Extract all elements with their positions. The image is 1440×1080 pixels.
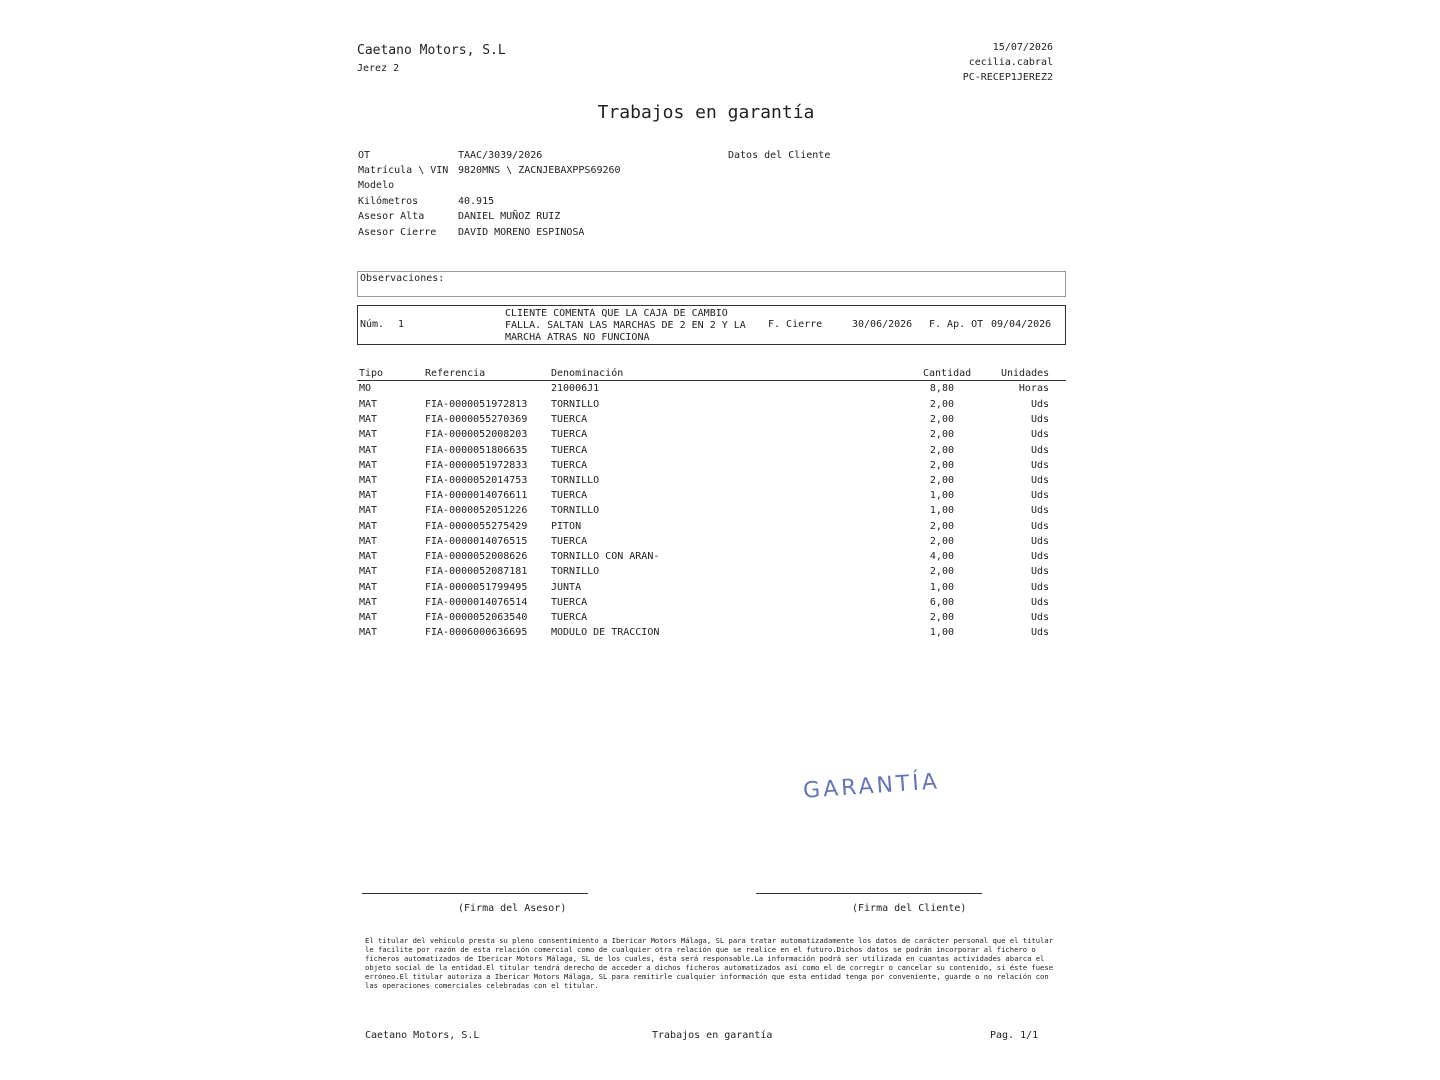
row-cantidad: 2,00: [929, 414, 954, 425]
row-unidades: Uds: [1030, 612, 1049, 623]
row-denominacion: JUNTA: [551, 582, 582, 593]
client-data-label: Datos del Cliente: [728, 150, 831, 161]
document-title: Trabajos en garantía: [597, 102, 815, 123]
row-tipo: MAT: [359, 399, 378, 410]
col-referencia: Referencia: [425, 368, 486, 379]
footer-page: Pag. 1/1: [990, 1030, 1039, 1041]
row-cantidad: 1,00: [929, 627, 954, 638]
row-referencia: FIA-0006000636695: [425, 627, 528, 638]
row-tipo: MAT: [359, 429, 378, 440]
row-denominacion: TORNILLO: [551, 475, 600, 486]
row-unidades: Uds: [1030, 399, 1049, 410]
row-unidades: Uds: [1030, 627, 1049, 638]
row-cantidad: 2,00: [929, 399, 954, 410]
asesor-cierre-label: Asesor Cierre: [358, 227, 437, 238]
row-referencia: FIA-0000051972833: [425, 460, 528, 471]
asesor-alta-value: DANIEL MUÑOZ RUIZ: [458, 211, 561, 222]
row-tipo: MAT: [359, 460, 378, 471]
client-signature-label: (Firma del Cliente): [852, 903, 967, 914]
row-unidades: Uds: [1030, 475, 1049, 486]
row-tipo: MAT: [359, 475, 378, 486]
legal-notice: El titular del vehículo presta su pleno consentimiento a Ibericar Motors Málaga, SL para tratar automatizadamente los datos de carácter personal que el titular le facilite por razón de esta relación comercial como de cualquier otra relación que se realice en el futuro.Dichos datos se podrán incorporar al fichero o ficheros automatizados de Ibericar Motors Málaga, SL de los cuales, ésta será responsable.La información podrá ser utilizada en cuantas actividades abarca el objeto social de la entidad.El titular tendrá derecho de acceder a dichos ficheros automatizados así como el de corregir o cancelar su contenido, si éste fuese erróneo.El titular autoriza a Ibericar Motors Málaga, SL para remitirle cualquier información que esta entidad tenga por conveniente, guarde o no relación con las operaciones comerciales celebradas con el titular.: [365, 936, 1054, 990]
footer-company: Caetano Motors, S.L: [365, 1030, 480, 1041]
branch-name: Jerez 2: [357, 63, 400, 74]
advisor-signature-line: [362, 893, 588, 894]
row-denominacion: TORNILLO: [551, 505, 600, 516]
close-date-label: F. Cierre: [768, 319, 823, 330]
row-referencia: FIA-0000014076514: [425, 597, 528, 608]
open-date-label: F. Ap. OT: [929, 319, 984, 330]
row-cantidad: 1,00: [929, 505, 954, 516]
row-referencia: FIA-0000052008626: [425, 551, 528, 562]
row-unidades: Uds: [1030, 521, 1049, 532]
row-denominacion: TORNILLO CON ARAN-: [551, 551, 660, 562]
row-denominacion: TUERCA: [551, 612, 588, 623]
row-tipo: MO: [359, 383, 372, 394]
observations-box: [357, 271, 1066, 297]
row-tipo: MAT: [359, 521, 378, 532]
modelo-label: Modelo: [358, 180, 395, 191]
row-unidades: Uds: [1030, 429, 1049, 440]
row-denominacion: TUERCA: [551, 445, 588, 456]
repair-box: [357, 305, 1066, 345]
warranty-stamp: GARANTÍA: [802, 769, 941, 804]
row-unidades: Uds: [1030, 460, 1049, 471]
row-denominacion: TORNILLO: [551, 566, 600, 577]
row-cantidad: 2,00: [929, 429, 954, 440]
print-terminal: PC-RECEP1JEREZ2: [962, 72, 1053, 83]
row-tipo: MAT: [359, 612, 378, 623]
matricula-label: Matrícula \ VIN: [358, 165, 449, 176]
km-label: Kilómetros: [358, 196, 419, 207]
col-cantidad: Cantidad: [923, 368, 972, 379]
row-unidades: Horas: [1018, 383, 1049, 394]
row-unidades: Uds: [1030, 551, 1049, 562]
row-denominacion: TUERCA: [551, 490, 588, 501]
col-denominacion: Denominación: [551, 368, 624, 379]
repair-num-value: 1: [398, 319, 405, 330]
row-denominacion: TUERCA: [551, 536, 588, 547]
row-cantidad: 4,00: [929, 551, 954, 562]
row-referencia: FIA-0000055275429: [425, 521, 528, 532]
ot-label: OT: [358, 150, 371, 161]
row-denominacion: MODULO DE TRACCION: [551, 627, 660, 638]
row-referencia: FIA-0000052051226: [425, 505, 528, 516]
row-referencia: FIA-0000051972813: [425, 399, 528, 410]
row-cantidad: 2,00: [929, 445, 954, 456]
table-header-rule: [357, 380, 1066, 381]
row-denominacion: TUERCA: [551, 414, 588, 425]
row-tipo: MAT: [359, 597, 378, 608]
row-referencia: FIA-0000052063540: [425, 612, 528, 623]
row-cantidad: 2,00: [929, 460, 954, 471]
row-unidades: Uds: [1030, 490, 1049, 501]
client-signature-line: [756, 893, 982, 894]
col-unidades: Unidades: [1001, 368, 1050, 379]
row-cantidad: 8,80: [929, 383, 954, 394]
row-referencia: FIA-0000051799495: [425, 582, 528, 593]
row-referencia: FIA-0000014076515: [425, 536, 528, 547]
print-date: 15/07/2026: [992, 42, 1053, 53]
row-referencia: FIA-0000052008203: [425, 429, 528, 440]
row-denominacion: PITON: [551, 521, 582, 532]
row-tipo: MAT: [359, 566, 378, 577]
observations-label: Observaciones:: [360, 273, 445, 284]
row-cantidad: 2,00: [929, 536, 954, 547]
asesor-cierre-value: DAVID MORENO ESPINOSA: [458, 227, 585, 238]
row-unidades: Uds: [1030, 582, 1049, 593]
row-unidades: Uds: [1030, 445, 1049, 456]
row-unidades: Uds: [1030, 597, 1049, 608]
row-referencia: FIA-0000055270369: [425, 414, 528, 425]
row-cantidad: 2,00: [929, 612, 954, 623]
row-tipo: MAT: [359, 445, 378, 456]
row-tipo: MAT: [359, 536, 378, 547]
row-tipo: MAT: [359, 582, 378, 593]
row-denominacion: TUERCA: [551, 429, 588, 440]
asesor-alta-label: Asesor Alta: [358, 211, 425, 222]
km-value: 40.915: [458, 196, 495, 207]
row-tipo: MAT: [359, 551, 378, 562]
row-referencia: FIA-0000051806635: [425, 445, 528, 456]
row-cantidad: 2,00: [929, 566, 954, 577]
company-name: Caetano Motors, S.L: [357, 43, 506, 58]
row-denominacion: 210006J1: [551, 383, 600, 394]
row-tipo: MAT: [359, 490, 378, 501]
row-cantidad: 6,00: [929, 597, 954, 608]
row-tipo: MAT: [359, 414, 378, 425]
row-tipo: MAT: [359, 505, 378, 516]
row-denominacion: TUERCA: [551, 460, 588, 471]
row-unidades: Uds: [1030, 536, 1049, 547]
row-referencia: FIA-0000014076611: [425, 490, 528, 501]
matricula-value: 9820MNS \ ZACNJEBAXPPS69260: [458, 165, 621, 176]
repair-description: CLIENTE COMENTA QUE LA CAJA DE CAMBIO FALLA. SALTAN LAS MARCHAS DE 2 EN 2 Y LA MARCHA ATRAS NO FUNCIONA: [505, 308, 746, 343]
print-user: cecilia.cabral: [968, 57, 1053, 68]
row-referencia: FIA-0000052087181: [425, 566, 528, 577]
row-denominacion: TUERCA: [551, 597, 588, 608]
row-unidades: Uds: [1030, 566, 1049, 577]
row-referencia: FIA-0000052014753: [425, 475, 528, 486]
row-cantidad: 1,00: [929, 490, 954, 501]
close-date-value: 30/06/2026: [852, 319, 913, 330]
row-cantidad: 2,00: [929, 521, 954, 532]
row-cantidad: 1,00: [929, 582, 954, 593]
row-unidades: Uds: [1030, 414, 1049, 425]
row-tipo: MAT: [359, 627, 378, 638]
row-unidades: Uds: [1030, 505, 1049, 516]
repair-num-label: Núm.: [360, 319, 385, 330]
footer-title: Trabajos en garantía: [652, 1030, 773, 1041]
ot-value: TAAC/3039/2026: [458, 150, 543, 161]
advisor-signature-label: (Firma del Asesor): [458, 903, 567, 914]
col-tipo: Tipo: [359, 368, 384, 379]
row-cantidad: 2,00: [929, 475, 954, 486]
row-denominacion: TORNILLO: [551, 399, 600, 410]
open-date-value: 09/04/2026: [991, 319, 1052, 330]
